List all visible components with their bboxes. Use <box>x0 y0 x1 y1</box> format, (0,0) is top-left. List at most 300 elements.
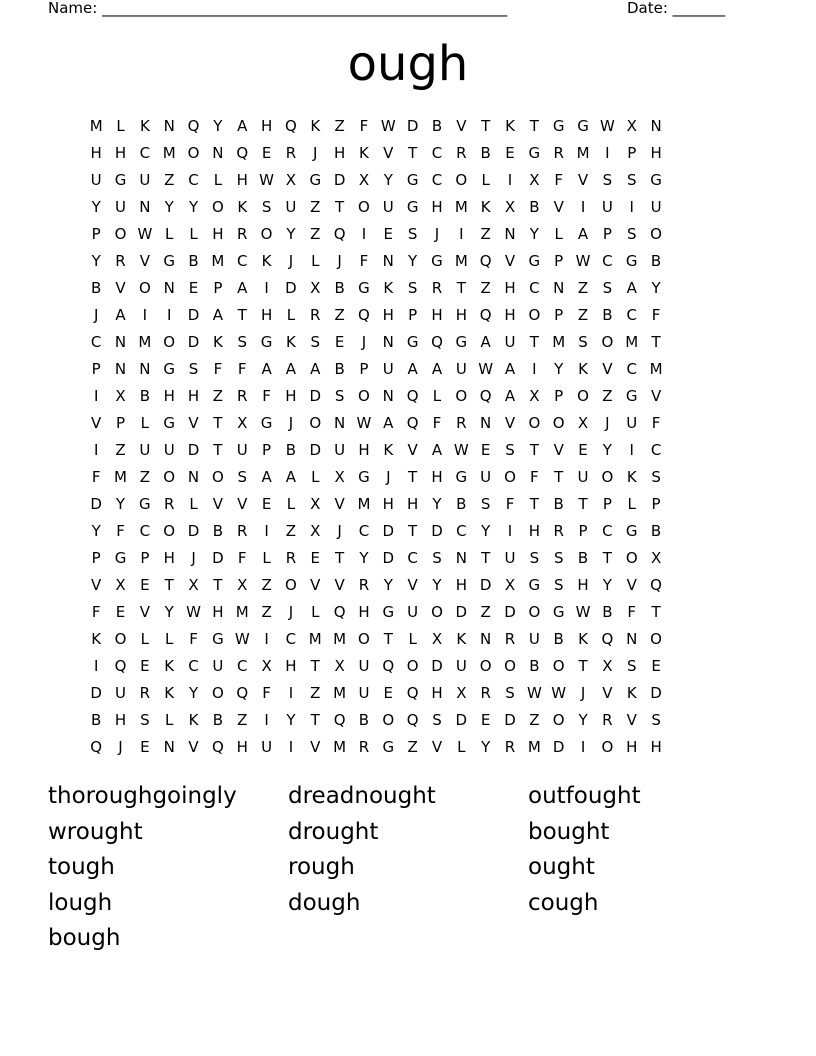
grid-letter: V <box>310 576 321 594</box>
grid-letter: V <box>504 414 516 432</box>
grid-letter: K <box>237 198 248 216</box>
grid-letter: E <box>261 144 272 162</box>
grid-letter: V <box>553 198 564 216</box>
grid-letter: F <box>116 522 125 540</box>
grid-letter: B <box>529 198 540 216</box>
grid-letter: H <box>650 738 662 756</box>
grid-letter: D <box>333 171 346 189</box>
grid-letter: A <box>237 117 248 135</box>
grid-letter: O <box>138 279 151 297</box>
grid-letter: L <box>311 252 320 270</box>
grid-letter: B <box>431 117 443 135</box>
grid-letter: N <box>382 252 394 270</box>
grid-letter: L <box>165 225 174 243</box>
grid-letter: B <box>480 144 491 162</box>
grid-letter: G <box>382 603 395 621</box>
grid-letter: C <box>431 171 443 189</box>
grid-letter: T <box>335 549 345 567</box>
grid-letter: T <box>408 144 418 162</box>
grid-letter: V <box>602 360 613 378</box>
grid-letter: B <box>553 630 564 648</box>
grid-row <box>84 410 734 437</box>
grid-letter: K <box>383 441 394 459</box>
grid-letter: J <box>191 549 196 567</box>
grid-letter: G <box>260 414 273 432</box>
grid-letter: E <box>188 279 199 297</box>
grid-letter: V <box>431 738 443 756</box>
grid-letter: I <box>507 171 513 189</box>
grid-letter: B <box>358 711 370 729</box>
grid-letter: Y <box>286 225 296 243</box>
grid-letter: K <box>91 630 102 648</box>
grid-letter: X <box>529 171 540 189</box>
grid-letter: G <box>552 117 565 135</box>
grid-letter: Y <box>383 171 393 189</box>
grid-letter: O <box>504 657 516 675</box>
grid-row <box>84 248 734 275</box>
grid-letter: K <box>164 657 175 675</box>
word-list-item: thoroughgoingly <box>48 783 237 810</box>
grid-row <box>84 221 734 248</box>
grid-letter: V <box>334 576 345 594</box>
grid-letter: U <box>577 468 589 486</box>
grid-letter: D <box>479 576 492 594</box>
grid-letter: S <box>237 468 247 486</box>
grid-letter: A <box>407 360 418 378</box>
grid-letter: W <box>259 171 274 189</box>
grid-letter: H <box>285 387 297 405</box>
grid-letter: P <box>91 225 101 243</box>
grid-letter: Z <box>602 387 613 405</box>
grid-letter: Y <box>432 576 442 594</box>
grid-letter: K <box>626 684 637 702</box>
grid-letter: F <box>651 414 661 432</box>
grid-letter: R <box>504 738 516 756</box>
grid-letter: C <box>602 522 613 540</box>
grid-letter: K <box>578 630 588 648</box>
grid-letter: D <box>309 387 322 405</box>
word-list-row <box>48 850 768 886</box>
grid-letter: Z <box>480 279 491 297</box>
grid-letter: D <box>90 684 102 702</box>
grid-letter: R <box>310 306 321 324</box>
grid-letter: V <box>553 441 564 459</box>
grid-letter: V <box>91 414 102 432</box>
grid-letter: Y <box>651 279 661 297</box>
grid-letter: G <box>114 549 127 567</box>
grid-letter: Q <box>333 603 346 621</box>
grid-letter: H <box>455 306 467 324</box>
grid-letter: I <box>288 738 294 756</box>
grid-letter: A <box>626 279 637 297</box>
grid-letter: R <box>553 522 564 540</box>
grid-letter: K <box>456 630 467 648</box>
grid-letter: Q <box>382 657 395 675</box>
grid-letter: R <box>553 144 564 162</box>
grid-letter: P <box>602 225 612 243</box>
grid-letter: J <box>605 414 610 432</box>
grid-letter: Z <box>334 306 345 324</box>
grid-letter: G <box>358 468 370 486</box>
grid-letter: I <box>264 711 269 729</box>
grid-letter: B <box>529 657 540 675</box>
grid-letter: S <box>140 711 150 729</box>
grid-letter: L <box>286 306 296 324</box>
grid-letter: V <box>188 738 199 756</box>
grid-letter: R <box>358 576 370 594</box>
grid-letter: O <box>601 333 614 351</box>
grid-letter: N <box>114 333 127 351</box>
grid-letter: J <box>337 522 342 540</box>
grid-letter: H <box>382 495 394 513</box>
grid-letter: X <box>115 576 126 594</box>
grid-row <box>84 302 734 329</box>
grid-letter: B <box>212 711 224 729</box>
grid-letter: P <box>408 306 418 324</box>
grid-letter: V <box>602 684 613 702</box>
grid-letter: C <box>529 279 540 297</box>
grid-letter: S <box>529 549 540 567</box>
grid-letter: E <box>480 441 491 459</box>
grid-letter: X <box>626 117 637 135</box>
grid-letter: A <box>504 387 516 405</box>
grid-letter: X <box>334 657 345 675</box>
grid-letter: D <box>187 522 200 540</box>
grid-letter: D <box>504 603 516 621</box>
grid-letter: Y <box>286 711 296 729</box>
grid-letter: H <box>358 441 370 459</box>
grid-letter: Z <box>164 171 175 189</box>
grid-letter: G <box>431 252 443 270</box>
grid-row <box>84 518 734 545</box>
grid-letter: L <box>116 117 125 135</box>
grid-letter: P <box>213 279 223 297</box>
grid-letter: B <box>650 522 662 540</box>
grid-letter: M <box>625 333 639 351</box>
grid-letter: N <box>163 117 175 135</box>
grid-letter: W <box>599 117 615 135</box>
grid-letter: Q <box>479 252 492 270</box>
grid-letter: L <box>408 630 417 648</box>
grid-row <box>84 626 734 653</box>
grid-letter: K <box>139 117 150 135</box>
grid-letter: Z <box>480 603 491 621</box>
grid-letter: H <box>382 306 394 324</box>
grid-letter: A <box>285 468 297 486</box>
grid-letter: X <box>529 387 540 405</box>
grid-letter: O <box>211 198 224 216</box>
grid-letter: V <box>407 576 418 594</box>
grid-row <box>84 383 734 410</box>
grid-letter: C <box>456 522 467 540</box>
grid-letter: Y <box>91 522 101 540</box>
grid-letter: T <box>651 603 661 621</box>
grid-letter: D <box>455 711 468 729</box>
grid-letter: G <box>382 738 395 756</box>
grid-letter: S <box>407 279 418 297</box>
grid-letter: J <box>434 225 440 243</box>
grid-letter: K <box>261 252 272 270</box>
grid-letter: M <box>454 252 468 270</box>
grid-letter: I <box>264 522 269 540</box>
grid-letter: S <box>237 333 247 351</box>
grid-letter: R <box>237 387 248 405</box>
grid-letter: I <box>93 441 99 459</box>
grid-letter: V <box>456 117 467 135</box>
grid-letter: F <box>651 306 661 324</box>
grid-letter: N <box>139 360 151 378</box>
grid-letter: C <box>626 360 637 378</box>
grid-letter: H <box>407 495 419 513</box>
grid-letter: E <box>334 333 345 351</box>
grid-letter: G <box>625 522 638 540</box>
grid-letter: F <box>530 468 539 486</box>
word-list <box>48 779 768 957</box>
grid-letter: R <box>480 684 491 702</box>
puzzle-title: ough <box>347 36 469 92</box>
grid-letter: M <box>649 360 663 378</box>
grid-letter: E <box>115 603 126 621</box>
grid-letter: O <box>455 387 468 405</box>
grid-letter: E <box>651 657 661 675</box>
grid-row <box>84 599 734 626</box>
grid-letter: D <box>431 522 443 540</box>
word-list-row <box>48 779 768 815</box>
grid-letter: N <box>382 333 394 351</box>
grid-letter: C <box>407 549 418 567</box>
grid-letter: L <box>286 495 296 513</box>
grid-row <box>84 356 734 383</box>
grid-letter: Y <box>383 576 393 594</box>
grid-letter: B <box>188 252 199 270</box>
grid-letter: O <box>552 711 565 729</box>
grid-letter: Q <box>236 144 249 162</box>
grid-letter: S <box>626 657 637 675</box>
grid-letter: D <box>212 549 224 567</box>
grid-letter: B <box>334 360 345 378</box>
grid-letter: R <box>456 414 467 432</box>
grid-letter: W <box>526 684 542 702</box>
grid-letter: D <box>382 549 395 567</box>
grid-letter: M <box>235 603 249 621</box>
grid-letter: T <box>578 495 588 513</box>
grid-letter: U <box>358 657 370 675</box>
grid-letter: K <box>188 711 199 729</box>
grid-letter: H <box>504 279 516 297</box>
grid-letter: E <box>383 225 394 243</box>
grid-letter: P <box>140 549 150 567</box>
grid-letter: Q <box>358 306 370 324</box>
grid-letter: G <box>625 387 638 405</box>
grid-letter: Y <box>578 711 588 729</box>
grid-letter: Q <box>236 684 249 702</box>
grid-row <box>84 113 734 140</box>
grid-letter: V <box>188 414 199 432</box>
grid-letter: H <box>187 387 200 405</box>
grid-letter: B <box>91 279 102 297</box>
grid-letter: A <box>261 360 272 378</box>
grid-letter: G <box>260 333 273 351</box>
grid-letter: I <box>93 387 99 405</box>
grid-letter: O <box>479 657 492 675</box>
grid-letter: T <box>213 576 223 594</box>
grid-letter: J <box>288 603 294 621</box>
date-field-label: Date: _______ <box>627 0 726 17</box>
grid-letter: C <box>358 522 370 540</box>
grid-letter: O <box>528 603 541 621</box>
grid-letter: U <box>504 333 516 351</box>
grid-letter: M <box>576 144 590 162</box>
grid-letter: A <box>310 360 321 378</box>
grid-letter: V <box>577 171 589 189</box>
grid-letter: K <box>480 198 491 216</box>
word-list-row <box>48 886 768 922</box>
grid-letter: Y <box>213 117 223 135</box>
grid-letter: T <box>310 657 320 675</box>
grid-letter: P <box>359 360 369 378</box>
grid-letter: Y <box>115 495 126 513</box>
grid-letter: B <box>602 306 613 324</box>
grid-letter: L <box>213 171 223 189</box>
grid-letter: N <box>650 117 662 135</box>
grid-letter: J <box>580 684 586 702</box>
grid-letter: S <box>553 549 564 567</box>
grid-letter: B <box>602 603 613 621</box>
grid-letter: U <box>382 360 394 378</box>
grid-letter: O <box>601 738 614 756</box>
grid-letter: T <box>408 468 418 486</box>
grid-row <box>84 653 734 680</box>
grid-letter: G <box>406 333 419 351</box>
grid-letter: C <box>285 630 297 648</box>
grid-letter: N <box>114 360 127 378</box>
word-list-item: dreadnought <box>288 783 436 810</box>
grid-letter: H <box>236 738 248 756</box>
grid-letter: G <box>163 360 176 378</box>
grid-row <box>84 194 734 221</box>
grid-letter: G <box>650 171 662 189</box>
grid-letter: M <box>333 738 347 756</box>
grid-letter: E <box>578 441 588 459</box>
grid-letter: T <box>554 468 564 486</box>
grid-letter: Z <box>480 225 491 243</box>
grid-letter: O <box>577 387 589 405</box>
grid-letter: L <box>165 630 174 648</box>
grid-letter: R <box>115 252 126 270</box>
grid-letter: F <box>262 387 271 405</box>
grid-letter: Y <box>602 441 612 459</box>
grid-letter: U <box>163 441 175 459</box>
grid-letter: G <box>552 603 565 621</box>
grid-letter: D <box>187 441 200 459</box>
grid-letter: H <box>260 117 273 135</box>
grid-letter: G <box>455 333 468 351</box>
grid-letter: V <box>237 495 248 513</box>
grid-letter: H <box>626 738 638 756</box>
grid-letter: R <box>139 684 151 702</box>
grid-letter: U <box>236 441 248 459</box>
grid-letter: J <box>93 306 99 324</box>
grid-letter: P <box>115 414 126 432</box>
grid-letter: A <box>237 279 248 297</box>
grid-letter: O <box>114 630 127 648</box>
grid-letter: R <box>602 711 613 729</box>
grid-letter: H <box>358 603 370 621</box>
word-list-item: cough <box>528 889 599 916</box>
grid-letter: X <box>188 576 199 594</box>
grid-letter: H <box>285 657 297 675</box>
grid-letter: L <box>165 711 174 729</box>
grid-letter: C <box>626 306 637 324</box>
grid-letter: C <box>236 252 248 270</box>
grid-letter: T <box>383 630 393 648</box>
grid-letter: Q <box>187 117 200 135</box>
grid-letter: U <box>650 198 662 216</box>
grid-letter: P <box>578 522 588 540</box>
word-list-item: drought <box>288 818 379 845</box>
grid-letter: A <box>383 414 394 432</box>
grid-letter: J <box>337 252 342 270</box>
grid-letter: Z <box>261 576 272 594</box>
grid-letter: F <box>91 468 101 486</box>
grid-letter: O <box>358 387 370 405</box>
grid-letter: I <box>361 225 367 243</box>
grid-letter: P <box>554 252 564 270</box>
grid-letter: Z <box>139 468 150 486</box>
grid-letter: S <box>505 684 515 702</box>
grid-row <box>84 680 734 707</box>
grid-letter: E <box>505 144 515 162</box>
grid-letter: I <box>532 360 537 378</box>
grid-letter: V <box>626 711 637 729</box>
grid-letter: X <box>237 576 248 594</box>
grid-letter: M <box>162 144 176 162</box>
grid-letter: U <box>480 468 492 486</box>
word-list-item: ought <box>528 854 595 881</box>
grid-letter: L <box>481 171 490 189</box>
grid-letter: Z <box>115 441 126 459</box>
grid-letter: X <box>504 576 516 594</box>
grid-letter: S <box>626 171 637 189</box>
grid-letter: V <box>310 738 321 756</box>
grid-letter: S <box>432 549 442 567</box>
grid-letter: F <box>237 549 247 567</box>
grid-letter: T <box>529 117 539 135</box>
grid-letter: B <box>334 279 345 297</box>
grid-letter: B <box>285 441 297 459</box>
grid-letter: D <box>455 603 468 621</box>
grid-letter: G <box>358 279 370 297</box>
grid-letter: Y <box>432 495 442 513</box>
grid-letter: O <box>114 225 127 243</box>
grid-letter: P <box>91 549 101 567</box>
grid-letter: T <box>651 333 661 351</box>
grid-letter: J <box>288 414 294 432</box>
grid-letter: U <box>115 684 126 702</box>
grid-letter: X <box>310 522 321 540</box>
grid-letter: Q <box>431 333 443 351</box>
grid-letter: Y <box>91 252 101 270</box>
grid-letter: O <box>309 414 322 432</box>
grid-letter: H <box>577 576 589 594</box>
grid-letter: O <box>358 630 370 648</box>
grid-letter: E <box>140 657 150 675</box>
grid-letter: N <box>480 414 492 432</box>
grid-letter: N <box>139 198 151 216</box>
grid-letter: H <box>504 306 516 324</box>
grid-letter: U <box>261 738 273 756</box>
grid-letter: H <box>260 306 273 324</box>
